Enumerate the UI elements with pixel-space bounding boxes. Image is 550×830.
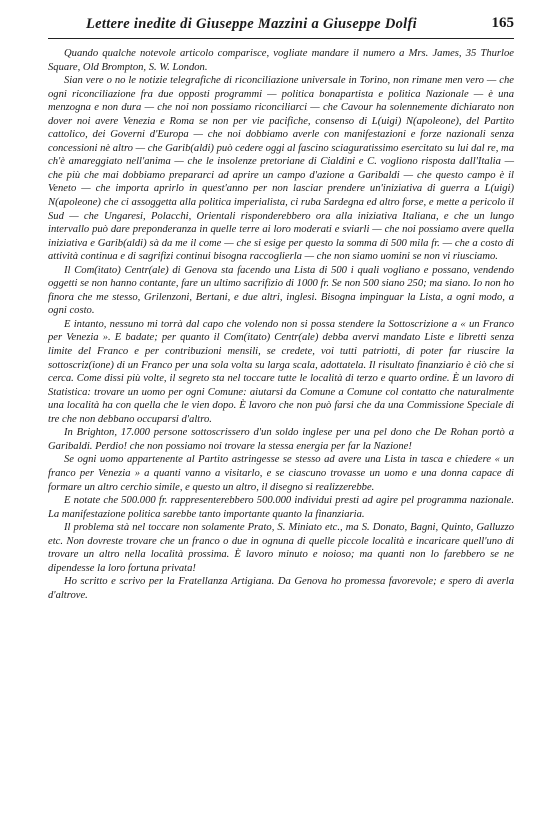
page-header: [48, 12, 514, 39]
paragraph: Ho scritto e scrivo per la Fratellanza Artigiana. Da Genova ho promessa favorevole; e spero di averla d'altrove.: [48, 576, 514, 601]
paragraph: E notate che 500.000 fr. rappresenterebbero 500.000 individui presti ad agire pel programma nazionale. La manifestazione politica sarebbe tanto importante quanto la finanziaria.: [48, 495, 514, 520]
paragraph: Il problema stà nel toccare non solamente Prato, S. Miniato etc., ma S. Donato, Bagni, Quinto, Galluzzo etc. Non dovreste trovare che un franco o due in ognuna di quelle piccole località e incaricare quell'uno di trovare un altro nella località prossima. È lavoro minuto e noioso; ma quanti non lo farebbero se ne dipendesse la loro fortuna privata!: [48, 522, 514, 574]
paragraph: Il Com(itato) Centr(ale) di Genova sta facendo una Lista di 500 i quali vogliano e possano, vendendo oggetti se non hanno contante, fare un ultimo sacrifizio di 1000 fr. Se non 500 siano 250; ma siano. Io non ho finora che me stesso, Grilenzoni, Bertani, e due altri, inglesi. Bisogna impinguar la Lista, a ogni modo, a ogni costo.: [48, 264, 514, 317]
paragraph: In Brighton, 17.000 persone sottoscrissero d'un soldo inglese per una pel dono che De Rohan portò a Garibaldi. Perdio! che non possiamo noi trovare la stessa energia per far la Nazione!: [48, 427, 514, 452]
book-page: [48, 12, 514, 602]
letter-body: [48, 47, 514, 602]
page-number: 165: [491, 15, 514, 31]
paragraph: Sian vere o no le notizie telegrafiche di riconciliazione universale in Torino, non rimane men vero — che ogni riconciliazione fra due opposti programmi — politica bonapartista e politica Nazionale — è una menzogna e non dura — che noi non possiamo riconciliarci — che Cavour ha solennemente dichiarato non dover noi avere Venezia e Roma se non per vie pacifiche, consenso di L(uigi) N(apoleone), del Partito cattolico, dei Governi d'Europa — che noi dobbiamo averle con manifestazioni e forze nazionali senza concessioni nè altro — che Garib(aldi) può cedere oggi al fascino sciaguratissimo esercitato su lui dal re, ma ch'è amareggiato nell'anima — che le insolenze pretoriane di Cialdini e C. vogliono risposta dall'Italia — che più che mai dobbiamo prepararci ad aprire un campo d'azione a Garibaldi — che questo campo è il Veneto — che importa aprirlo in quest'anno per non lasciar prendere un'iniziativa di guerra a L(uigi) N(apoleone) che ci assoggetta alla politica imperialista, ci ruba Sardegna ed altro forse, e mette a pericolo il Sud — che Ungaresi, Polacchi, Orientali risponderebbero ora alla iniziativa Italiana, e che un lungo intervallo può dare preponderanza in quelle terre ai loro moderati e sviarli — che noi possiamo avere quella iniziativa e Garib(aldi) sà da me il come — che si esige per questo la somma di 500 mila fr. — che a costo di attività continua e di sagrifizi continui bisogna raccoglierla — che non siamo uomini se non vi riusciamo.: [48, 75, 514, 263]
paragraph: Se ogni uomo appartenente al Partito astringesse se stesso ad avere una Lista in tasca e chiedere « un franco per Venezia » a quanti vanno a visitarlo, e se ciascuno trovasse un uomo e una donna capace di formare un altro cerchio simile, e questo un altro, il disegno si realizzerebbe.: [48, 454, 514, 493]
running-title: Lettere inedite di Giuseppe Mazzini a Giuseppe Dolfi: [86, 16, 417, 32]
paragraph: E intanto, nessuno mi torrà dal capo che volendo non si possa stendere la Sottoscrizione a « un Franco per Venezia ». E badate; per quanto il Com(itato) Centr(ale) debba avervi mandato Liste e libretti senza limite del Franco e per contribuzioni mensili, se credete, voi tutti patriotti, di poter far riuscire la sottoscriz(ione) di un Franco per una sola volta su larga scala, adottatela. Il risultato finanziario è ciò che si cerca. Come dissi più volte, il segreto sta nel toccare tutte le località di terzo e quarto ordine. È un lavoro di Statistica: trovare un uomo per ogni Comune: aiutarsi da Comune a Comune col contatto che naturalmente una località ha con quella che le vien dopo. È lavoro che non può farsi che da una Commissione Speciale di tre che non debbano occuparsi d'altro.: [48, 318, 514, 425]
paragraph: Quando qualche notevole articolo comparisce, vogliate mandare il numero a Mrs. James, 35 Thurloe Square, Old Brompton, S. W. London.: [48, 48, 514, 73]
